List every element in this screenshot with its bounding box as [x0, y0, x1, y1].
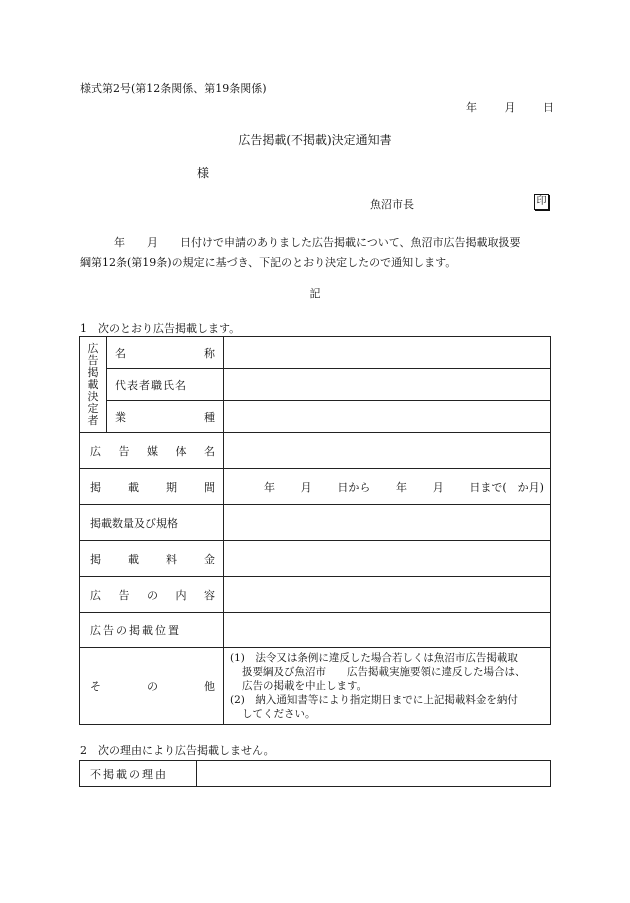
label-name: 名 称 [107, 337, 224, 369]
ki-heading: 記 [309, 287, 321, 300]
rejection-table [79, 760, 551, 787]
section-1-heading: 1 次のとおり広告掲載します。 [80, 322, 241, 335]
condition-2-line-2: してください。 [242, 708, 316, 720]
condition-1-line-2: 扱要綱及び魚沼市 広告掲載実施要領に違反した場合は、 [242, 666, 526, 678]
section-2-heading: 2 次の理由により広告掲載しません。 [80, 744, 275, 757]
publication-table [79, 336, 551, 725]
seal-mark: 印 [534, 194, 549, 210]
document-title: 広告掲載(不掲載)決定通知書 [238, 133, 392, 147]
label-quantity: 掲載数量及び規格 [80, 505, 224, 541]
value-name[interactable] [224, 337, 551, 369]
value-media[interactable] [224, 433, 551, 469]
issuer-name: 魚沼市長 [370, 198, 414, 211]
value-reason[interactable] [197, 761, 551, 787]
other-conditions [224, 648, 551, 725]
value-business[interactable] [224, 401, 551, 433]
label-fee: 掲 載 料 金 [80, 541, 224, 577]
label-other: そ の 他 [80, 648, 224, 725]
label-reason: 不掲載の理由 [80, 761, 197, 787]
label-media: 広 告 媒 体 名 [80, 433, 224, 469]
condition-1-line-1: (1) 法令又は条例に違反した場合若しくは魚沼市広告掲載取 [230, 652, 518, 664]
date-year: 年 [466, 101, 477, 114]
label-period: 掲 載 期 間 [80, 469, 224, 505]
date-day: 日 [543, 101, 554, 114]
value-period[interactable]: 年 月 日から 年 月 日まで( か月) [224, 469, 551, 505]
body-line-1: 年 月 日付けで申請のありました広告掲載について、魚沼市広告掲載取扱要 [114, 236, 521, 249]
condition-2-line-1: (2) 納入通知書等により指定期日までに上記掲載料金を納付 [230, 694, 518, 706]
value-quantity[interactable] [224, 505, 551, 541]
label-representative: 代表者職氏名 [107, 369, 224, 401]
issue-date [466, 99, 554, 115]
label-content: 広 告 の 内 容 [80, 577, 224, 613]
value-fee[interactable] [224, 541, 551, 577]
value-representative[interactable] [224, 369, 551, 401]
label-business: 業 種 [107, 401, 224, 433]
body-line-2: 綱第12条(第19条)の規定に基づき、下記のとおり決定したので通知します。 [80, 256, 457, 269]
addressee-suffix: 様 [197, 166, 210, 180]
value-position[interactable] [224, 613, 551, 648]
label-position: 広告の掲載位置 [80, 613, 224, 648]
value-content[interactable] [224, 577, 551, 613]
date-month: 月 [504, 101, 516, 114]
form-number: 様式第2号(第12条関係、第19条関係) [80, 82, 267, 95]
applicant-group-label: 広 告 掲 載 決 定 者 [80, 337, 107, 433]
condition-1-line-3: 広告の掲載を中止します。 [242, 680, 368, 692]
